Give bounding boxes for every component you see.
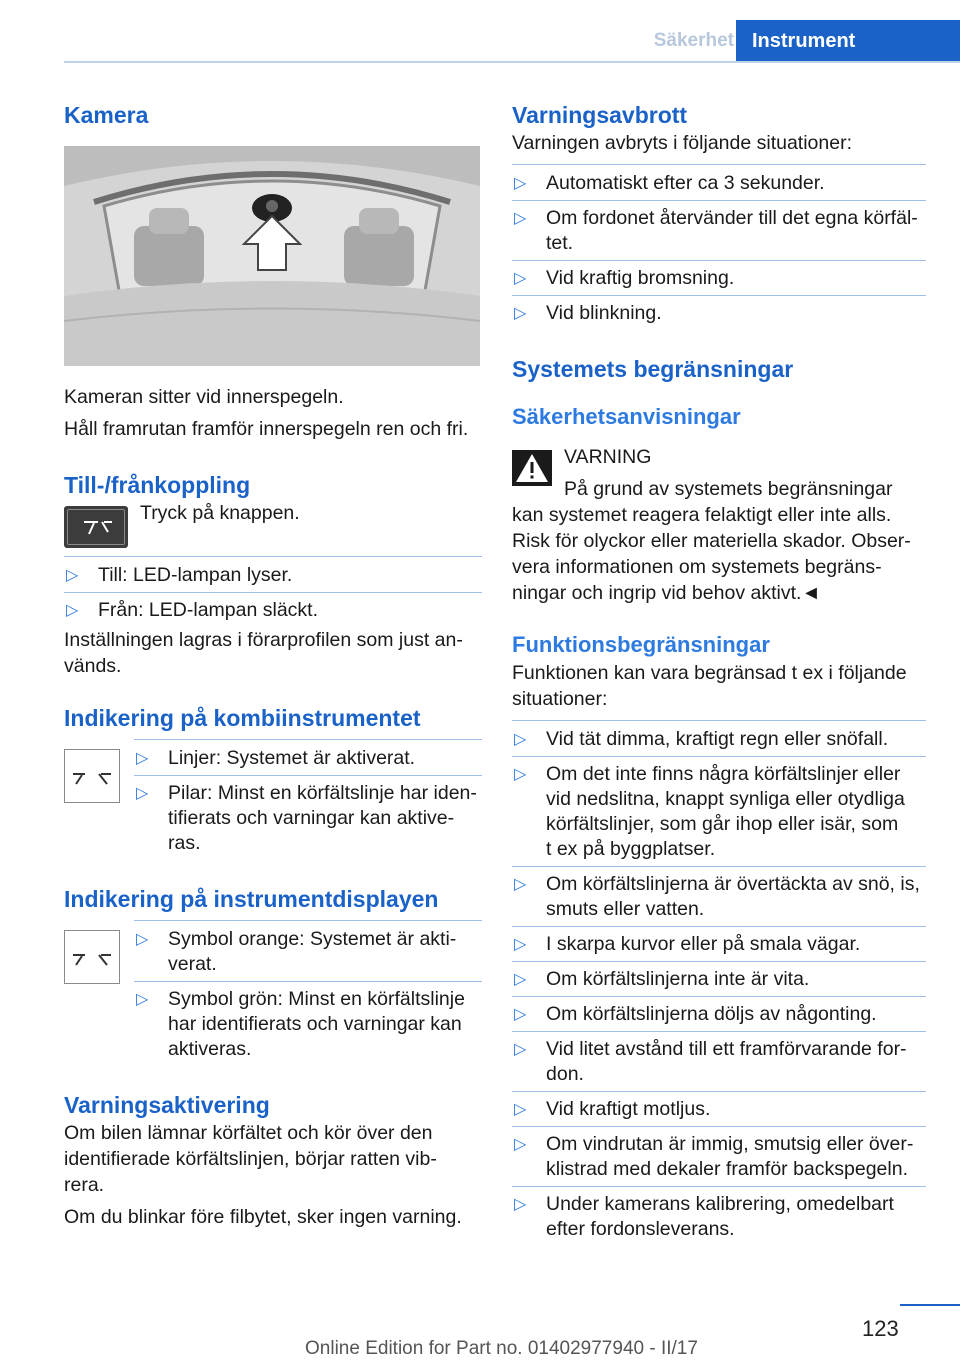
list-item: ▷ Symbol grön: Minst en körfältslinje har identifierats och varningar kan aktiveras. xyxy=(134,981,482,1066)
activation-heading: Varningsaktivering xyxy=(64,1092,270,1118)
list-item: ▷ Vid tät dimma, kraftigt regn eller snöfall. xyxy=(514,728,889,750)
chapter-tab[interactable]: Instrument xyxy=(736,20,960,63)
list-item: ▷ Pilar: Minst en körfältslinje har iden- tifierats och varningar kan aktive- ras. xyxy=(134,775,482,860)
triangle-bullet-icon: ▷ xyxy=(514,1136,527,1153)
page-header xyxy=(0,0,960,62)
list-item: ▷ Om körfältslinjerna inte är vita. xyxy=(512,961,926,996)
camera-text-2: Håll framrutan framför innerspegeln ren och fri. xyxy=(64,418,469,440)
activation-text-2: Om du blinkar före filbytet, sker ingen varning. xyxy=(64,1206,462,1228)
edition-footer: Online Edition for Part no. 01402977940 - II/17 xyxy=(305,1338,698,1359)
toggle-list xyxy=(64,563,482,627)
list-item: ▷ Om körfältslinjerna döljs av någonting. xyxy=(512,996,926,1031)
list-rule xyxy=(512,164,926,165)
kombi-heading: Indikering på kombiinstrumentet xyxy=(64,705,421,731)
car-interior-image xyxy=(64,146,480,366)
func-heading: Funktionsbegränsningar xyxy=(512,632,770,657)
kombi-block xyxy=(64,739,482,860)
func-list xyxy=(512,727,926,1246)
display-block xyxy=(64,920,482,1066)
header-rule xyxy=(64,61,960,63)
cancel-list xyxy=(512,171,926,330)
triangle-bullet-icon: ▷ xyxy=(514,936,527,953)
triangle-bullet-icon: ▷ xyxy=(514,1196,527,1213)
toggle-text: Tryck på knappen. xyxy=(140,502,300,524)
triangle-bullet-icon: ▷ xyxy=(66,567,79,584)
triangle-bullet-icon: ▷ xyxy=(514,971,527,988)
list-item: ▷ Vid kraftig bromsning. xyxy=(512,260,926,295)
list-item: ▷ I skarpa kurvor eller på smala vägar. xyxy=(512,926,926,961)
triangle-bullet-icon: ▷ xyxy=(514,175,527,192)
warning-block xyxy=(512,444,926,502)
list-item: ▷ Automatiskt efter ca 3 sekunder. xyxy=(514,172,825,194)
triangle-bullet-icon: ▷ xyxy=(514,1006,527,1023)
list-item: ▷ Om körfältslinjerna är övertäckta av snö, is, smuts eller vatten. xyxy=(512,866,926,926)
camera-text-1: Kameran sitter vid innerspegeln. xyxy=(64,386,344,408)
triangle-bullet-icon: ▷ xyxy=(136,991,149,1008)
triangle-bullet-icon: ▷ xyxy=(514,305,527,322)
list-item: ▷ Vid blinkning. xyxy=(512,295,926,330)
list-item: ▷ Linjer: Systemet är aktiverat. xyxy=(136,747,416,769)
triangle-bullet-icon: ▷ xyxy=(514,270,527,287)
triangle-bullet-icon: ▷ xyxy=(514,210,527,227)
right-column xyxy=(512,100,926,1246)
display-heading: Indikering på instrumentdisplayen xyxy=(64,886,439,912)
list-rule xyxy=(64,556,482,557)
camera-illustration xyxy=(64,146,480,366)
triangle-bullet-icon: ▷ xyxy=(136,931,149,948)
list-item: ▷ Vid litet avstånd till ett framförvarande for- don. xyxy=(512,1031,926,1091)
limits-heading: Systemets begränsningar xyxy=(512,356,794,382)
func-intro: Funktionen kan vara begränsad t ex i följande situationer: xyxy=(512,662,907,710)
list-item: ▷ Om det inte finns några körfältslinjer eller vid nedslitna, knappt synliga eller otydliga körfältslinjer, som går ihop eller isär, som t ex på byggplatser. xyxy=(512,756,926,866)
cancel-heading: Varningsavbrott xyxy=(512,102,688,128)
triangle-bullet-icon: ▷ xyxy=(514,1101,527,1118)
list-rule xyxy=(512,720,926,721)
triangle-bullet-icon: ▷ xyxy=(136,785,149,802)
display-list xyxy=(134,927,482,1066)
triangle-bullet-icon: ▷ xyxy=(514,1041,527,1058)
lane-button-icon xyxy=(64,506,128,548)
triangle-bullet-icon: ▷ xyxy=(514,766,527,783)
list-item: ▷ Om fordonet återvänder till det egna körfäl- tet. xyxy=(512,200,926,260)
warning-text-1: På grund av systemets begränsningar xyxy=(564,478,893,500)
list-item: ▷ Symbol orange: Systemet är akti- verat. xyxy=(136,928,457,975)
toggle-block xyxy=(64,500,482,548)
section-tab[interactable]: Säkerhet xyxy=(653,30,734,51)
camera-heading: Kamera xyxy=(64,102,149,128)
cancel-intro: Varningen avbryts i följande situationer: xyxy=(512,132,853,154)
warning-title: VARNING xyxy=(564,446,652,468)
lane-indicator-icon xyxy=(64,749,120,803)
left-column xyxy=(64,100,482,1230)
triangle-bullet-icon: ▷ xyxy=(514,731,527,748)
warning-triangle-icon xyxy=(512,450,552,486)
warning-text-2: kan systemet reagera felaktigt eller inte alls. Risk för olyckor eller materiella skador. Obser- vera informationen om systemets begräns- ningar och ingrip vid behov aktivt.◄ xyxy=(512,504,911,604)
safety-heading: Säkerhetsanvisningar xyxy=(512,404,741,429)
list-item: ▷ Från: LED-lampan släckt. xyxy=(64,592,482,627)
triangle-bullet-icon: ▷ xyxy=(514,876,527,893)
list-item: ▷ Till: LED-lampan lyser. xyxy=(66,564,293,586)
triangle-bullet-icon: ▷ xyxy=(136,750,149,767)
footer-rule xyxy=(900,1304,960,1306)
toggle-note: Inställningen lagras i förarprofilen som just an- vänds. xyxy=(64,629,463,677)
list-item: ▷ Under kamerans kalibrering, omedelbart efter fordonsleverans. xyxy=(512,1186,926,1246)
list-item: ▷ Om vindrutan är immig, smutsig eller över- klistrad med dekaler framför backspegeln. xyxy=(512,1126,926,1186)
page-number: 123 xyxy=(862,1316,899,1341)
kombi-list xyxy=(134,746,482,860)
activation-text-1: Om bilen lämnar körfältet och kör över den identifierade körfältslinjen, börjar ratten vib- rera. xyxy=(64,1122,437,1196)
lane-indicator-icon xyxy=(64,930,120,984)
toggle-heading: Till-/frånkoppling xyxy=(64,472,251,498)
triangle-bullet-icon: ▷ xyxy=(66,602,79,619)
list-item: ▷ Vid kraftigt motljus. xyxy=(512,1091,926,1126)
